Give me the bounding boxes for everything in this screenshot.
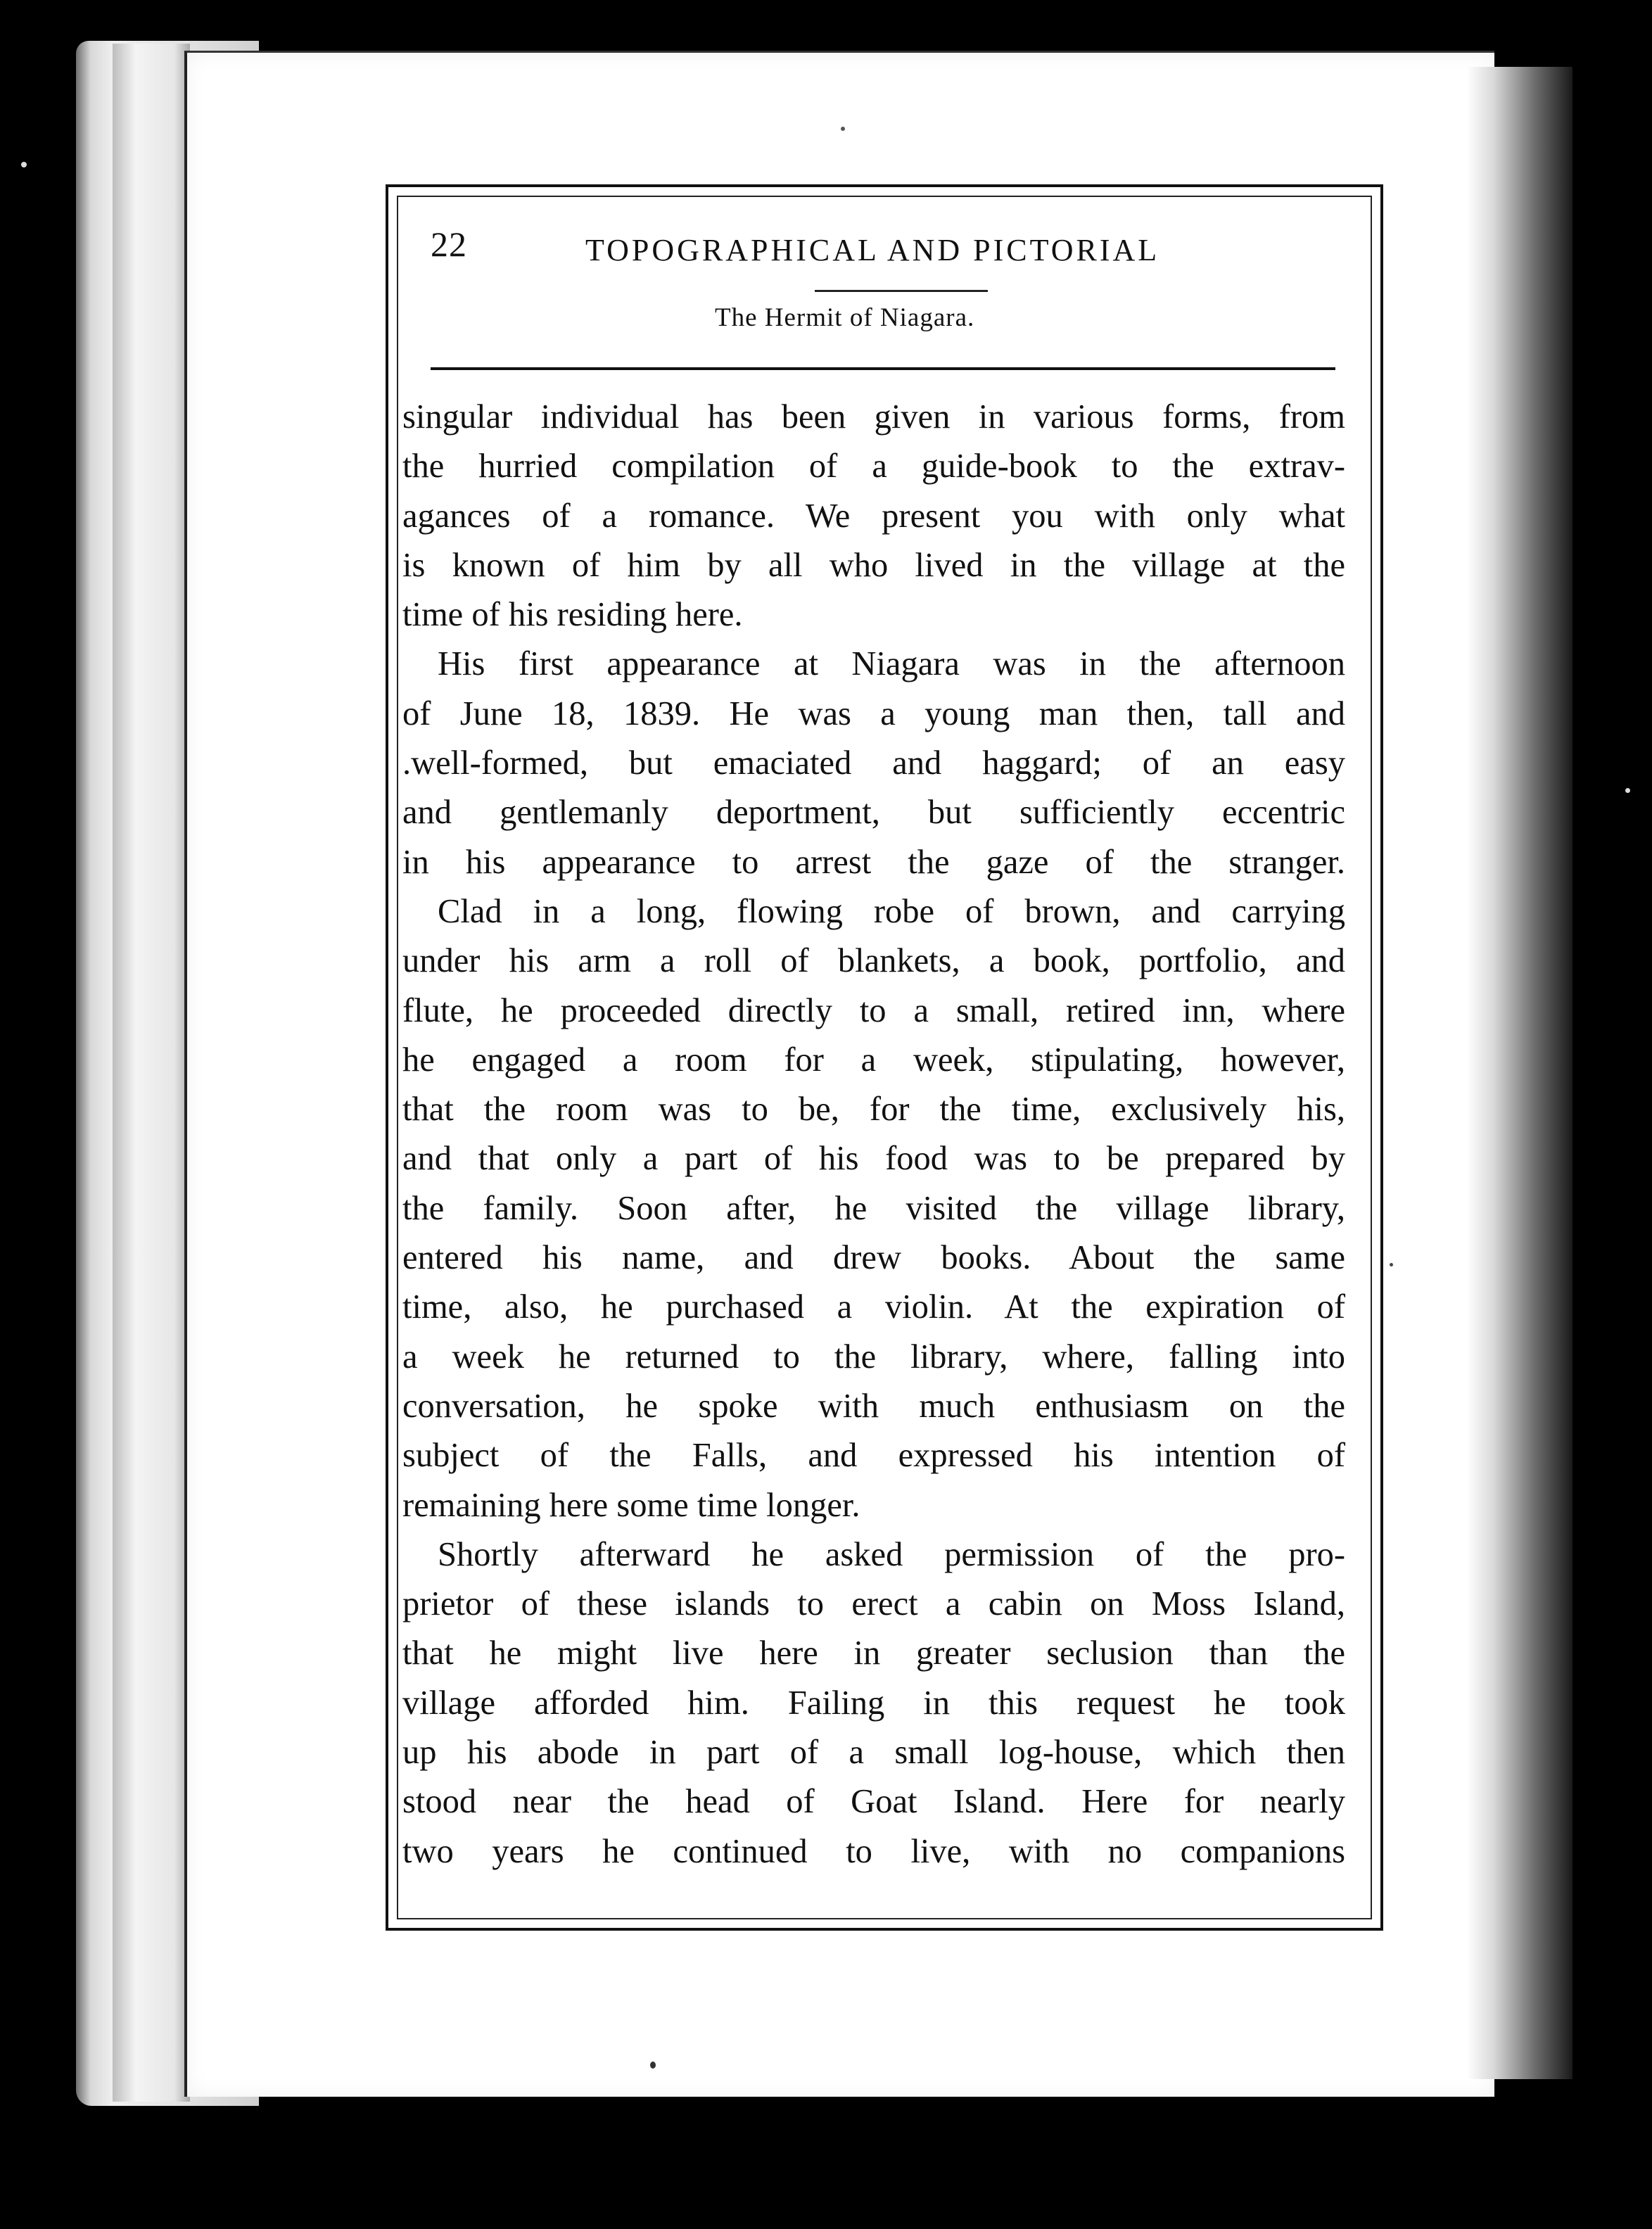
heading-rule-short: [815, 290, 988, 292]
paragraph: [402, 393, 1345, 640]
scan-speck: [21, 162, 27, 167]
text-line: of June 18, 1839. He was a young man then, tall and: [402, 694, 1345, 732]
book-leaf-edge-inner: [113, 44, 190, 2102]
text-line: Shortly afterward he asked permission of the pro-: [438, 1535, 1345, 1573]
section-subheading: The Hermit of Niagara.: [715, 303, 975, 332]
text-line: is known of him by all who lived in the village at the: [402, 546, 1345, 584]
text-line: and that only a part of his food was to be prepared by: [402, 1140, 1345, 1178]
scan-speck: [1390, 1263, 1393, 1266]
text-line: village afforded him. Failing in this request he took: [402, 1684, 1345, 1722]
paragraph: [402, 887, 1345, 1530]
text-line: that the room was to be, for the time, exclusively his,: [402, 1091, 1345, 1129]
text-line: prietor of these islands to erect a cabin on Moss Island,: [402, 1585, 1345, 1623]
text-line: agances of a romance. We present you with only what: [402, 497, 1345, 535]
text-line: a week he returned to the library, where, falling into: [402, 1338, 1345, 1376]
running-head: TOPOGRAPHICAL AND PICTORIAL: [585, 233, 1160, 267]
text-line: stood near the head of Goat Island. Here for nearly: [402, 1783, 1345, 1821]
text-line: flute, he proceeded directly to a small, retired inn, where: [402, 991, 1345, 1029]
text-line: subject of the Falls, and expressed his intention of: [402, 1437, 1345, 1475]
text-line: under his arm a roll of blankets, a book, portfolio, and: [402, 942, 1345, 980]
text-line: remaining here some time longer.: [402, 1486, 860, 1524]
text-line: singular individual has been given in various forms, from: [402, 398, 1345, 436]
page-number: 22: [431, 224, 467, 264]
text-line: His first appearance at Niagara was in the afternoon: [438, 645, 1345, 683]
body-text: [402, 393, 1345, 1876]
text-line: the family. Soon after, he visited the village library,: [402, 1189, 1345, 1227]
text-line: time, also, he purchased a violin. At the expiration of: [402, 1288, 1345, 1326]
text-line: .well-formed, but emaciated and haggard; of an easy: [402, 744, 1345, 782]
text-line: conversation, he spoke with much enthusiasm on the: [402, 1387, 1345, 1425]
heading-rule: [431, 367, 1335, 370]
text-line: time of his residing here.: [402, 596, 743, 634]
text-line: Clad in a long, flowing robe of brown, and carrying: [438, 892, 1345, 930]
scan-speck: [1625, 788, 1630, 793]
text-line: up his abode in part of a small log-house, which then: [402, 1734, 1345, 1772]
paragraph: [402, 1530, 1345, 1876]
text-line: and gentlemanly deportment, but sufficiently eccentric: [402, 794, 1345, 832]
text-line: he engaged a room for a week, stipulating, however,: [402, 1041, 1345, 1079]
text-line: two years he continued to live, with no companions: [402, 1832, 1345, 1870]
paragraph: [402, 640, 1345, 887]
text-line: that he might live here in greater seclusion than the: [402, 1634, 1345, 1672]
text-line: entered his name, and drew books. About the same: [402, 1239, 1345, 1277]
scan-speck: [841, 127, 845, 131]
page-gutter-shadow: [1467, 67, 1572, 2079]
text-line: the hurried compilation of a guide-book to the extrav-: [402, 447, 1345, 485]
text-line: in his appearance to arrest the gaze of the stranger.: [402, 843, 1345, 881]
scan-speck: [650, 2062, 656, 2069]
